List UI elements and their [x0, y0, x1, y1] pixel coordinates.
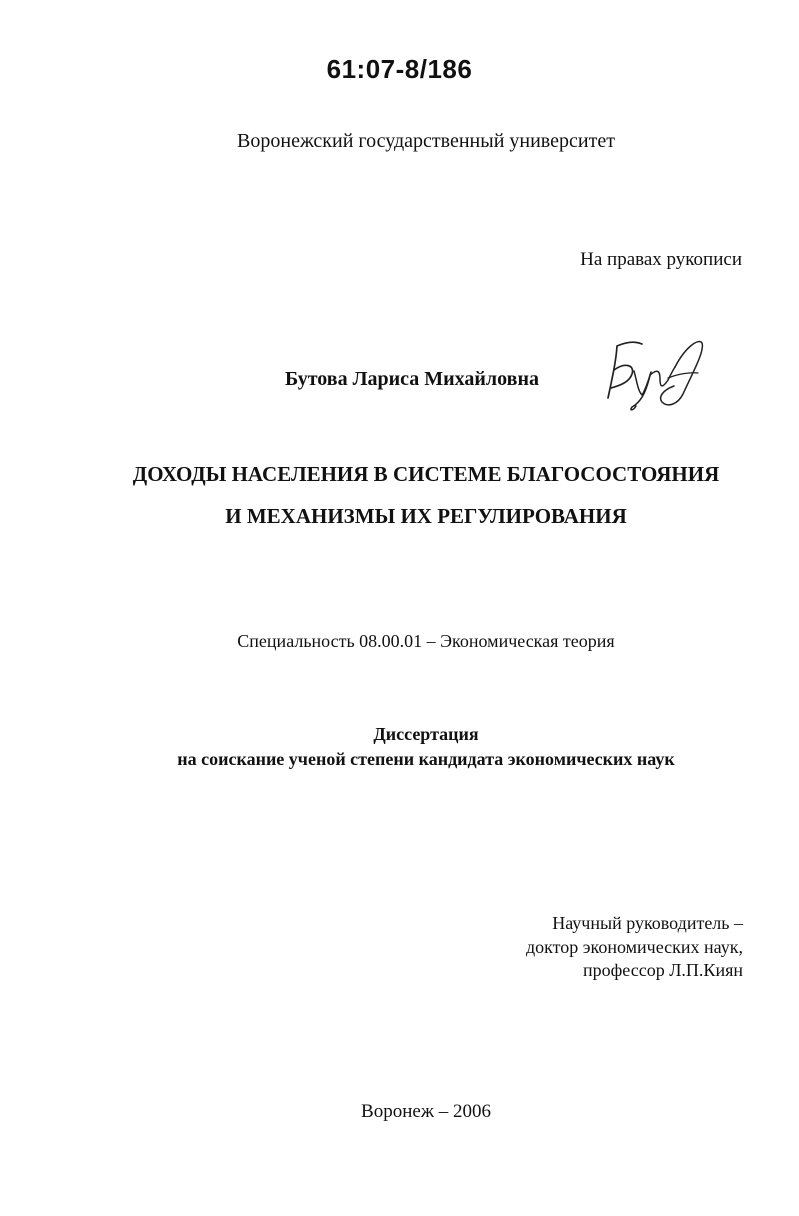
supervisor-degree: доктор экономических наук, [526, 937, 743, 957]
dissertation-title-line-1: ДОХОДЫ НАСЕЛЕНИЯ В СИСТЕМЕ БЛАГОСОСТОЯНИЯ [132, 462, 720, 486]
dissertation-label: Диссертация [373, 724, 479, 744]
handwritten-signature [598, 334, 708, 416]
supervisor-name: профессор Л.П.Киян [583, 960, 743, 980]
registry-code: 61:07-8/186 [326, 54, 473, 84]
degree-line: на соискание ученой степени кандидата экономических наук [177, 749, 675, 769]
university-name: Воронежский государственный университет [237, 130, 615, 152]
city-year: Воронеж – 2006 [361, 1101, 491, 1122]
dissertation-title-line-2: И МЕХАНИЗМЫ ИХ РЕГУЛИРОВАНИЯ [225, 504, 627, 528]
supervisor-role: Научный руководитель – [552, 913, 743, 933]
author-name: Бутова Лариса Михайловна [285, 368, 539, 390]
manuscript-rights-note: На правах рукописи [580, 249, 742, 270]
specialty-line: Специальность 08.00.01 – Экономическая теория [237, 631, 615, 651]
